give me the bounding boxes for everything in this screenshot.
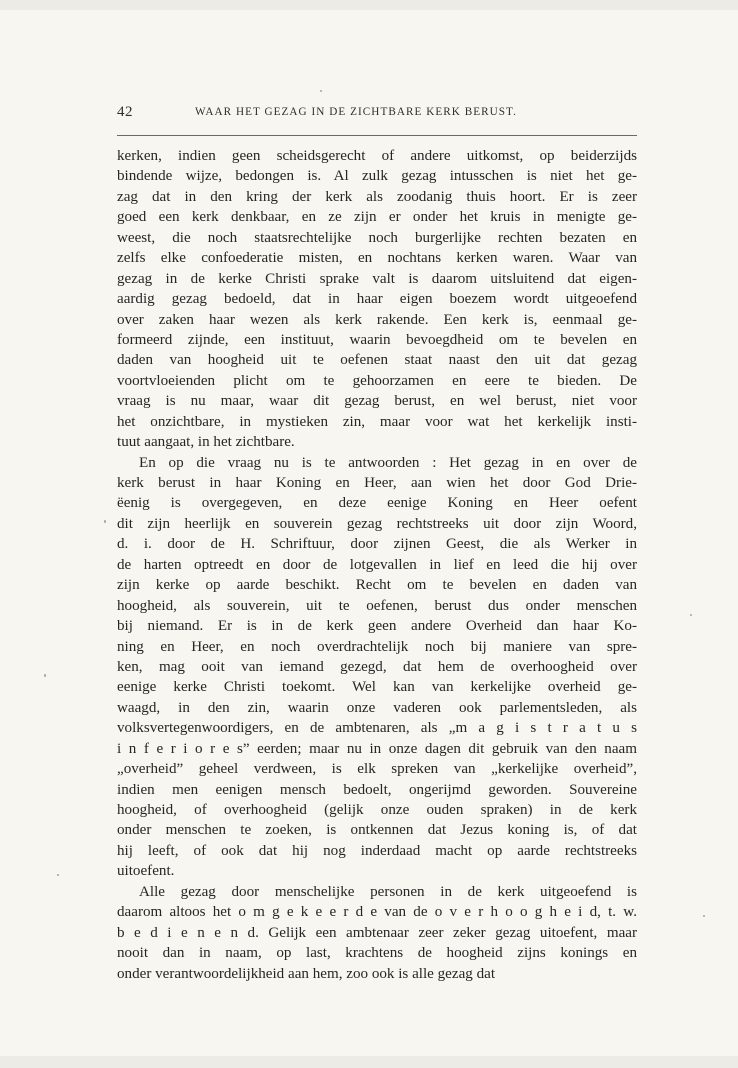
text-line: ken, mag ooit van iemand gezegd, dat hem de overhoogheid over xyxy=(117,658,637,675)
paper-speck xyxy=(104,520,106,523)
text-line: vraag is nu maar, waar dit gezag berust, en wel berust, niet voor xyxy=(117,393,637,410)
text-line: nooit dan in naam, op last, krachtens de hoogheid zijns konings en xyxy=(117,945,637,962)
text-line: uitoefent. xyxy=(117,863,175,880)
text-line: over zaken haar wezen als kerk rakende. Een kerk is, eenmaal ge- xyxy=(117,311,637,328)
text-line: onder menschen te zoeken, is ontkennen dat Jezus koning is, of dat xyxy=(117,822,637,839)
text-line: hij leeft, of ook dat hij nog inderdaad macht op aarde rechtstreeks xyxy=(117,842,637,859)
text-line: Alle gezag door menschelijke personen in de kerk uitgeoefend is xyxy=(139,883,637,900)
text-line: i n f e r i o r e s” eerden; maar nu in onze dagen dit gebruik van den naam xyxy=(117,740,637,757)
text-line: gezag in de kerke Christi sprake valt is daarom uitsluitend dat eigen- xyxy=(117,270,637,287)
text-line: het onzichtbare, in mystieken zin, maar voor wat het kerkelijk insti- xyxy=(117,413,637,430)
text-line: indien men eenigen mensch bedoelt, ongerijmd geworden. Souvereine xyxy=(117,781,637,798)
text-line: formeerd zijnde, een instituut, waarin bevoegdheid om te bevelen en xyxy=(117,331,637,348)
text-line: daden van hoogheid uit te oefenen staat naast den uit dat gezag xyxy=(117,352,637,369)
text-line: onder verantwoordelijkheid aan hem, zoo ook is alle gezag dat xyxy=(117,965,496,982)
text-line: waagd, in den zin, waarin onze vaderen ook parlementsleden, als xyxy=(117,699,637,716)
text-line: daarom altoos het o m g e k e e r d e van de o v e r h o o g h e i d, t. w. xyxy=(117,904,637,921)
text-line: de harten optreedt en door de lotgevallen in lief en leed die hij over xyxy=(117,556,637,573)
text-line: aardig gezag bedoeld, dat in haar eigen boezem wordt uitgeoefend xyxy=(117,291,637,308)
body-text xyxy=(117,146,637,984)
text-line: zijn kerke op aarde beschikt. Recht om te bevelen en daden van xyxy=(117,577,637,594)
paper-speck xyxy=(690,614,692,616)
text-line: En op die vraag nu is te antwoorden : Het gezag in en over de xyxy=(139,454,637,471)
text-line: bindende wijze, bedongen is. Al zulk gezag intusschen is niet het ge- xyxy=(117,168,637,185)
paper-speck xyxy=(703,915,705,917)
text-line: „overheid” geheel verdween, is elk spreken van „kerkelijke overheid”, xyxy=(117,761,637,778)
page-number: 42 xyxy=(117,104,133,120)
header-rule xyxy=(117,135,637,136)
text-line: zelfs elke confoederatie misten, en nochtans kerken waren. Waar van xyxy=(117,250,637,267)
text-line: dit zijn heerlijk en souverein gezag rechtstreeks uit door zijn Woord, xyxy=(117,515,637,532)
text-line: hoogheid, als souverein, uit te oefenen, berust dus onder menschen xyxy=(117,597,637,614)
text-line: tuut aangaat, in het zichtbare. xyxy=(117,434,295,451)
paper-speck xyxy=(57,874,59,876)
text-line: weest, die noch staatsrechtelijke noch burgerlijke rechten bezaten en xyxy=(117,229,637,246)
text-line: b e d i e n e n d. Gelijk een ambtenaar zeer zeker gezag uitoefent, maar xyxy=(117,924,637,941)
text-line: bij niemand. Er is in de kerk geen andere Overheid dan haar Ko- xyxy=(117,618,637,635)
text-line: eenige kerke Christi toekomt. Wel kan van kerkelijke overheid ge- xyxy=(117,679,637,696)
text-line: kerk berust in haar Koning en Heer, aan wien het door God Drie- xyxy=(117,475,637,491)
running-head: WAAR HET GEZAG IN DE ZICHTBARE KERK BERUST. xyxy=(195,106,517,118)
text-line: hoogheid, of overhoogheid (gelijk onze ouden spraken) in de kerk xyxy=(117,802,637,818)
text-line: zag dat in den kring der kerk als zoodanig thuis hoort. Er is zeer xyxy=(117,188,637,205)
text-line: ning en Heer, en noch overdrachtelijk noch bij maniere van spre- xyxy=(117,638,637,655)
text-line: goed een kerk denkbaar, en ze zijn er onder het kruis in menigte ge- xyxy=(117,209,637,226)
text-line: d. i. door de H. Schriftuur, door zijnen Geest, die als Werker in xyxy=(117,536,637,553)
text-line: voortvloeienden plicht om te gehoorzamen en eere te bieden. De xyxy=(117,372,637,389)
text-line: volksvertegenwoordigers, en de ambtenaren, als „m a g i s t r a t u s xyxy=(117,720,637,737)
text-line: kerken, indien geen scheidsgerecht of andere uitkomst, op beiderzijds xyxy=(117,148,637,164)
paper-speck xyxy=(320,90,322,92)
page-header xyxy=(117,104,637,124)
book-page xyxy=(0,10,738,1056)
paper-speck xyxy=(44,674,46,677)
text-line: ëenig is overgegeven, en deze eenige Koning en Heer oefent xyxy=(117,495,637,512)
